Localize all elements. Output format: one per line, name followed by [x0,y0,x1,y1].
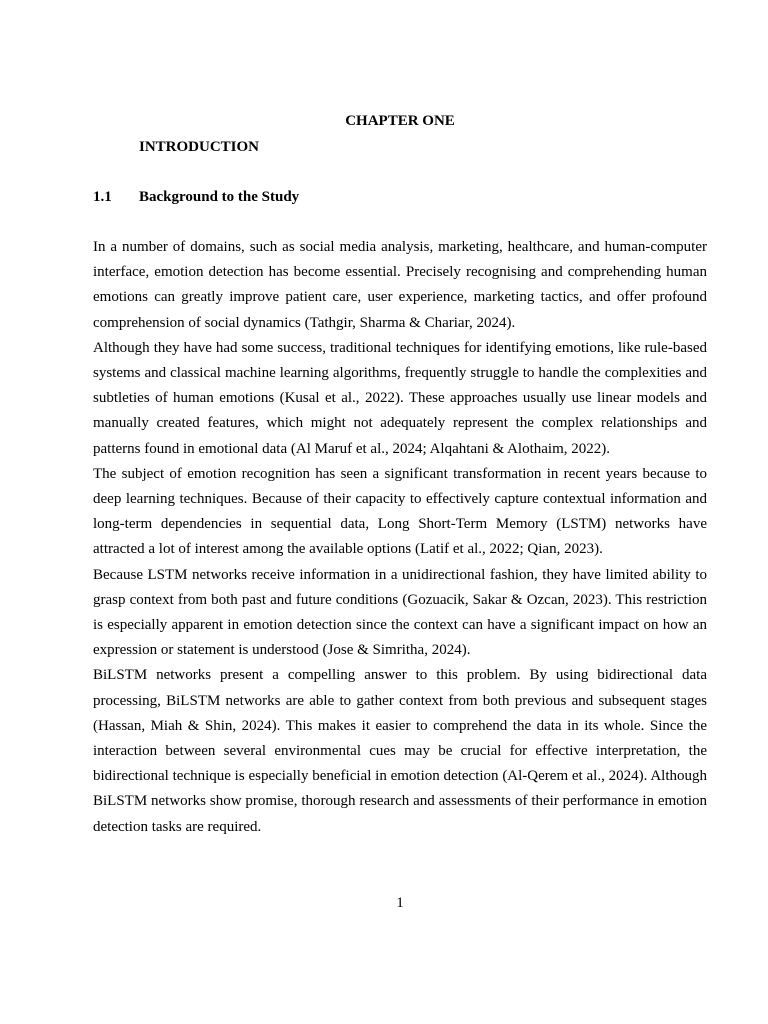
section-heading [93,188,299,206]
paragraph: In a number of domains, such as social media analysis, marketing, healthcare, and human-computer interface, emotion detection has become essential. Precisely recognising and comprehending human emotions can greatly improve patient care, user experience, marketing tactics, and offer profound comprehension of social dynamics (Tathgir, Sharma & Chariar, 2024). [93,239,707,331]
body-text [93,235,707,840]
chapter-subtitle: INTRODUCTION [139,139,260,155]
section-title: Background to the Study [139,189,300,205]
chapter-title: CHAPTER ONE [345,113,455,129]
paragraph: Because LSTM networks receive information in a unidirectional fashion, they have limited ability to grasp context from both past and future conditions (Gozuacik, Sakar & Ozcan, 2023). This restriction is especially apparent in emotion detection since the context can have a significant impact on how an expression or statement is understood (Jose & Simritha, 2024). [93,566,707,659]
paragraph: The subject of emotion recognition has seen a significant transformation in recent years because to deep learning techniques. Because of their capacity to effectively capture contextual information and long-term dependencies in sequential data, Long Short-Term Memory (LSTM) networks have attracted a lot of interest among the available options (Latif et al., 2022; Qian, 2023). [93,465,707,558]
paragraph: Although they have had some success, traditional techniques for identifying emotions, like rule-based systems and classical machine learning algorithms, frequently struggle to handle the complexities and subtleties of human emotions (Kusal et al., 2022). These approaches usually use linear models and manually created features, which might not adequately represent the complex relationships and patterns found in emotional data (Al Maruf et al., 2024; Alqahtani & Alothaim, 2022). [93,339,707,457]
paragraph: BiLSTM networks present a compelling answer to this problem. By using bidirectional data processing, BiLSTM networks are able to gather context from both previous and subsequent stages (Hassan, Miah & Shin, 2024). This makes it easier to comprehend the data in its whole. Since the interaction between several environmental cues may be crucial for effective interpretation, the bidirectional technique is especially beneficial in emotion detection (Al-Qerem et al., 2024). Although BiLSTM networks show promise, thorough research and assessments of their performance in emotion detection tasks are required. [93,667,707,835]
section-number: 1.1 [93,189,112,205]
page-number: 1 [396,895,404,911]
